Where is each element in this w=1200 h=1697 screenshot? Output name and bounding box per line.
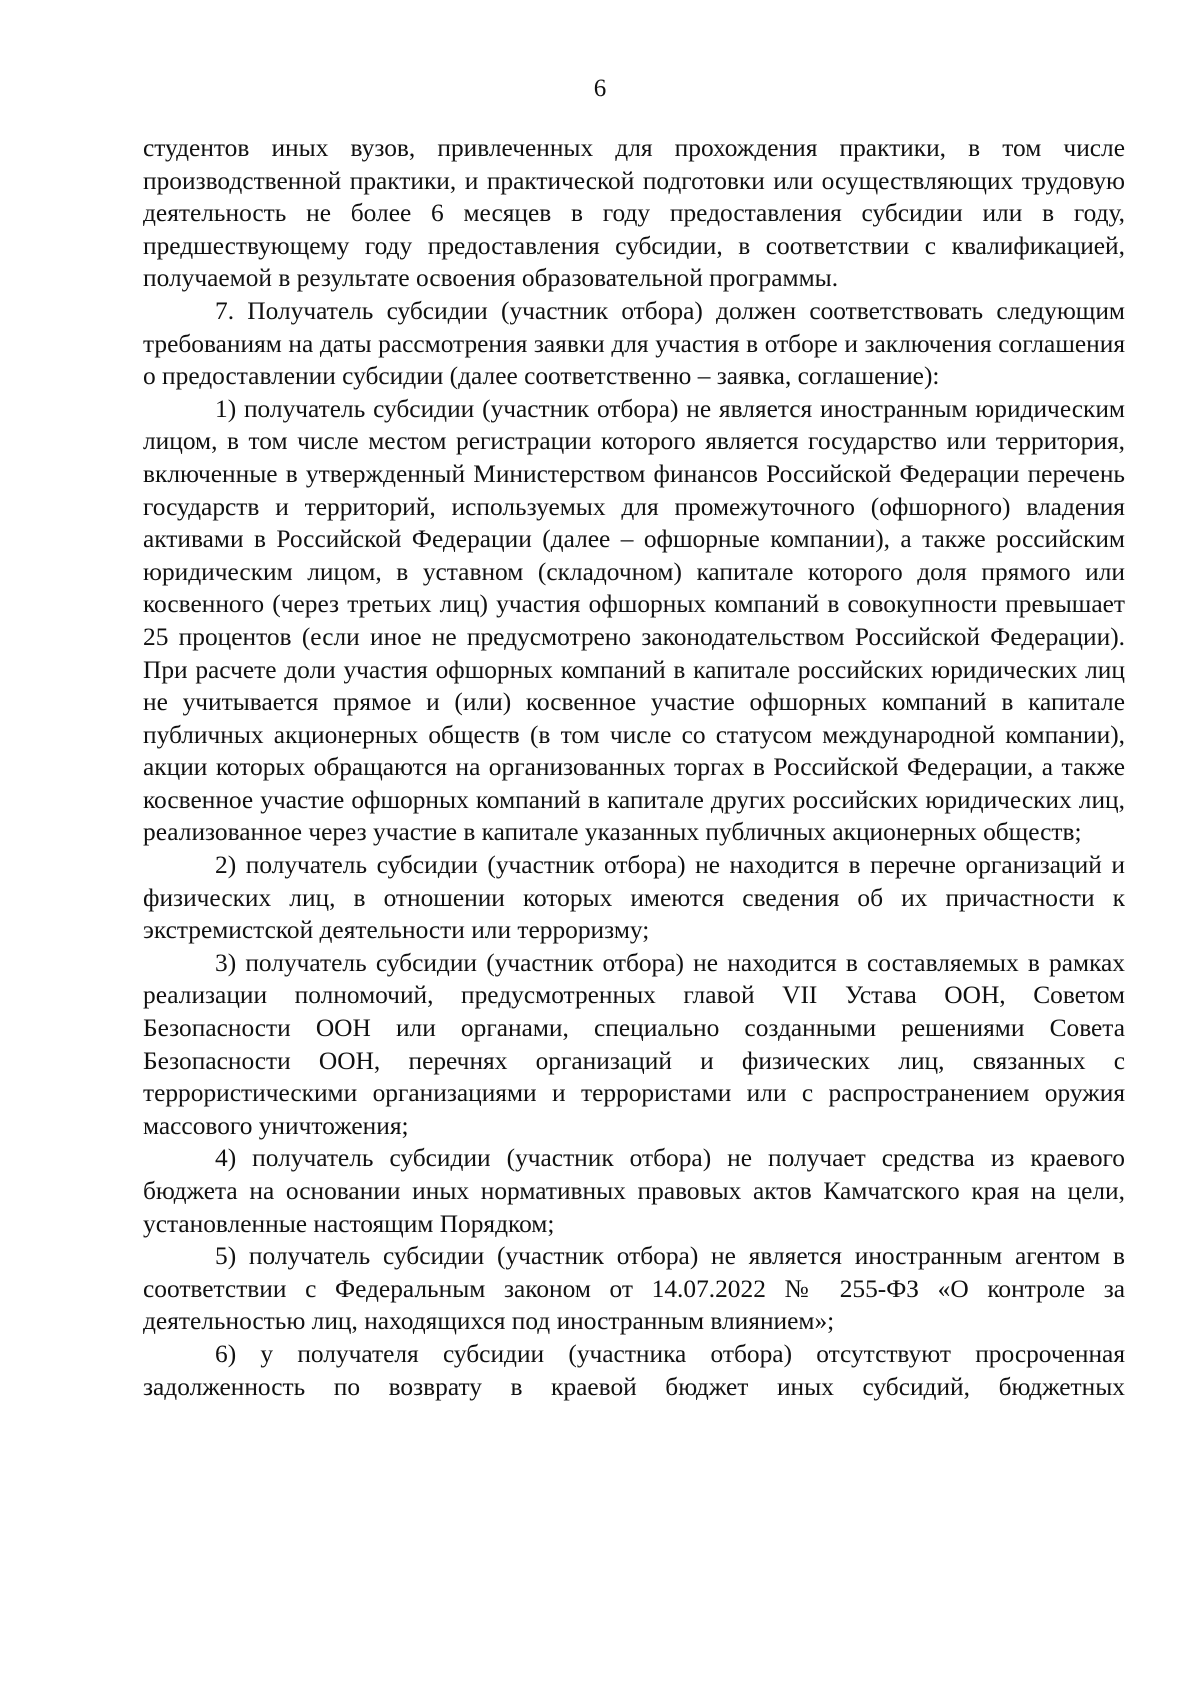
paragraph-clause-7: 7. Получатель субсидии (участник отбора) должен соответствовать следующим требованиям на даты рассмотрения заявки для участия в отборе и заключения соглашения о предоставлении субсидии (далее соответственно – заявка, соглашение): bbox=[143, 296, 1125, 391]
paragraph-item-2: 2) получатель субсидии (участник отбора) не находится в перечне организаций и физических лиц, в отношении которых имеются сведения об их причастности к экстремистской деятельности или терроризму; bbox=[143, 851, 1125, 945]
paragraph-item-3: 3) получатель субсидии (участник отбора) не находится в составляемых в рамках реализации полномочий, предусмотренных главой VII Устава ООН, Советом Безопасности ООН или органами, специально созданными решениями Совета Безопасности ООН, перечнях организаций и физических лиц, связанных с террористическими организациями и террористами или с распространением оружия массового уничтожения; bbox=[143, 948, 1125, 1140]
paragraph-item-4: 4) получатель субсидии (участник отбора) не получает средства из краевого бюджета на основании иных нормативных правовых актов Камчатского края на цели, установленные настоящим Порядком; bbox=[143, 1144, 1125, 1238]
paragraph-item-6: 6) у получателя субсидии (участника отбора) отсутствуют просроченная задолженность по возврату в краевой бюджет иных субсидий, бюджетных bbox=[143, 1339, 1125, 1401]
document-body bbox=[143, 132, 1125, 1403]
paragraph-item-1: 1) получатель субсидии (участник отбора) не является иностранным юридическим лицом, в том числе местом регистрации которого является государство или территория, включенные в утвержденный Министерством финансов Российской Федерации перечень государств и территорий, используемых для промежуточного (офшорного) владения активами в Российской Федерации (далее – офшорные компании), а также российским юридическим лицом, в уставном (складочном) капитале которого доля прямого или косвенного (через третьих лиц) участия офшорных компаний в совокупности превышает 25 процентов (если иное не предусмотрено законодательством Российской Федерации). При расчете доли участия офшорных компаний в капитале российских юридических лиц не учитывается прямое и (или) косвенное участие офшорных компаний в капитале публичных акционерных обществ (в том числе со статусом международной компании), акции которых обращаются на организованных торгах в Российской Федерации, а также косвенное участие офшорных компаний в капитале других российских юридических лиц, реализованное через участие в капитале указанных публичных акционерных обществ; bbox=[143, 394, 1125, 847]
page-number: 6 bbox=[593, 75, 607, 102]
paragraph-continuation: студентов иных вузов, привлеченных для прохождения практики, в том числе производственной практики, и практической подготовки или осуществляющих трудовую деятельность не более 6 месяцев в году предоставления субсидии или в году, предшествующему году предоставления субсидии, в соответствии с квалификацией, получаемой в результате освоения образовательной программы. bbox=[143, 134, 1125, 293]
paragraph-item-5: 5) получатель субсидии (участник отбора) не является иностранным агентом в соответствии с Федеральным законом от 14.07.2022 № 255-ФЗ «О контроле за деятельностью лиц, находящихся под иностранным влиянием»; bbox=[143, 1242, 1125, 1336]
